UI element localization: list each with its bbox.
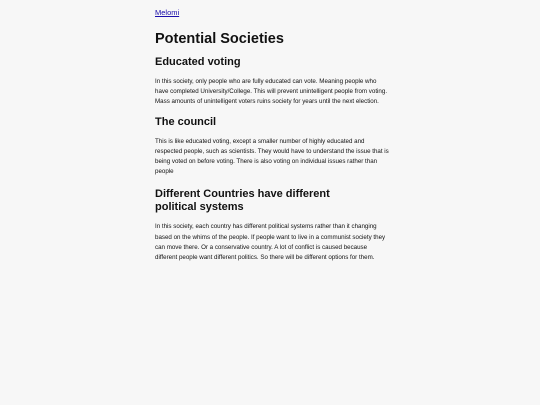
page-title: Potential Societies [155, 31, 284, 47]
section-body: In this society, each country has different political systems rather than it changing based on the whims of the people. If people want to live in a communist society they can move there. Or a conservative country. A lot of conflict is caused because different people want different politics. So there will be different options for them. [155, 223, 386, 262]
section-educated-voting [155, 56, 395, 108]
section-heading: Different Countries have different political systems [155, 188, 330, 214]
section-different-countries [155, 188, 395, 263]
section-the-council [155, 116, 395, 178]
section-heading: The council [155, 115, 217, 128]
page-content [155, 0, 395, 263]
home-link[interactable]: Melomi [155, 8, 180, 17]
section-body: This is like educated voting, except a smaller number of highly educated and respected people, such as scientists. They would have to understand the issue that is being voted on before voting. There is also voting on individual issues rather than people [155, 137, 389, 176]
section-heading: Educated voting [155, 56, 241, 68]
section-body: In this society, only people who are fully educated can vote. Meaning people who have completed University/College. This will prevent unintelligent people from voting. Mass amounts of unintelligent voters ruins society for years until the next election. [155, 78, 388, 106]
